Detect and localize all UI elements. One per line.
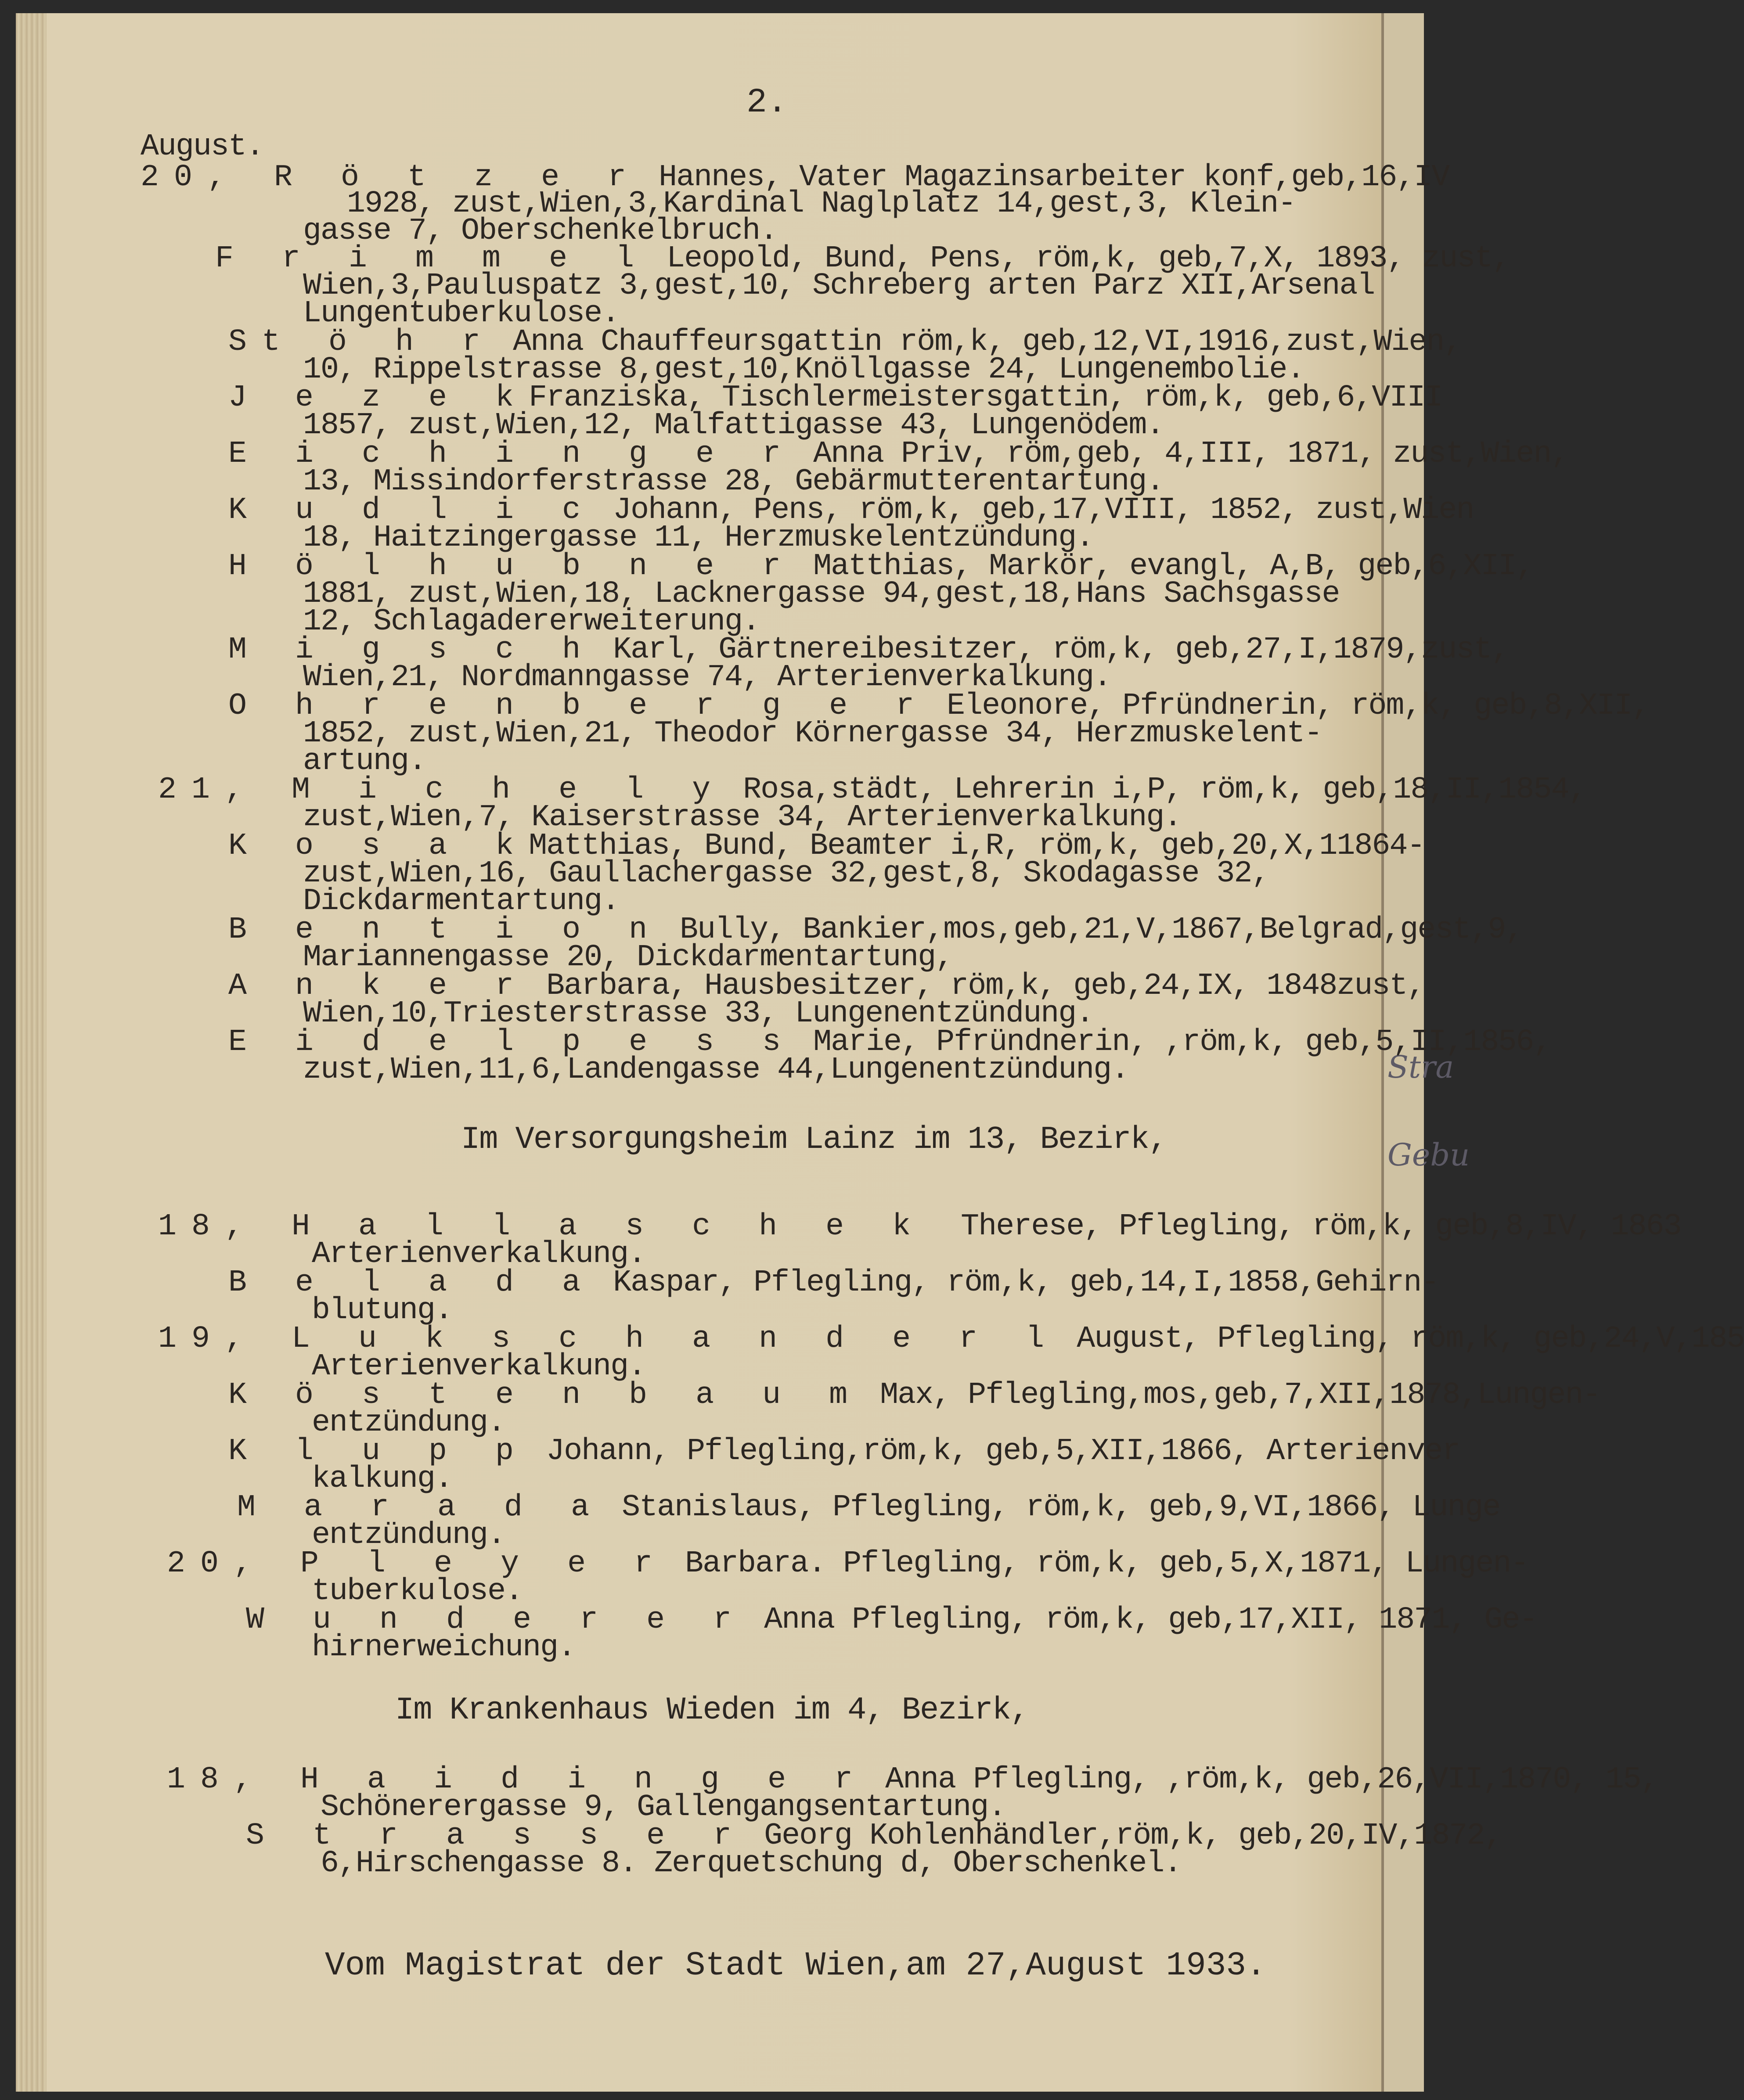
entry-line: Mariannengasse 20, Dickdarmentartung, — [303, 940, 953, 975]
entry-line: O h r e n b e r g e r Eleonore, Pfründnerin, röm,k, geb,8,XII, — [228, 689, 1650, 723]
entry-line: Lungentuberkulose. — [303, 296, 620, 331]
entry-line: S t r a s s e r Georg Kohlenhändler,röm,k, geb,20,IV,1872, — [246, 1819, 1502, 1853]
entry-line: A n k e r Barbara, Hausbesitzer, röm,k, geb,24,IX, 1848zust, — [228, 969, 1425, 1003]
entry-line: St ö h r Anna Chauffeursgattin röm,k, geb,12,VI,1916,zust,Wien, — [228, 325, 1462, 360]
entry-line: 18, Haitzingergasse 11, Herzmuskelentzündung. — [303, 521, 1094, 555]
entry-line: 1881, zust,Wien,18, Lacknergasse 94,gest,18,Hans Sachsgasse — [303, 577, 1340, 611]
entry-line: hirnerweichung. — [312, 1630, 576, 1665]
entry-line: Wien,10,Triesterstrasse 33, Lungenentzündung. — [303, 996, 1094, 1031]
entry-line: gasse 7, Oberschenkelbruch. — [303, 214, 778, 248]
entry-line: blutung. — [312, 1293, 453, 1328]
entry-line: Wien,21, Nordmanngasse 74, Arterienverkalkung. — [303, 660, 1111, 695]
entry-line: K l u p p Johann, Pflegling,röm,k, geb,5,XII,1866, Arterienver — [228, 1434, 1460, 1469]
entry-line: 12, Schlagadererweiterung. — [303, 604, 760, 639]
entry-line: J e z e kFranziska, Tischlermeistersgattin, röm,k, geb,6,VIII — [228, 381, 1442, 415]
entry-line: Wien,3,Pauluspatz 3,gest,10, Schreberg arten Parz XII,Arsenal — [303, 269, 1375, 303]
entry-line: entzündung. — [312, 1518, 505, 1553]
entry-line: K u d l i c Johann, Pens, röm,k, geb,17,VIII, 1852, zust,Wien — [228, 493, 1474, 528]
section-heading-lainz: Im Versorgungsheim Lainz im 13, Bezirk, — [461, 1122, 1167, 1158]
entry-line: artung. — [303, 744, 426, 779]
page-number: 2. — [746, 83, 788, 122]
entry-line: 21, M i c h e l y Rosa,städt, Lehrerin i,P, röm,k, geb,18,II,1854, — [158, 773, 1586, 807]
entry-line: zust,Wien,7, Kaiserstrasse 34, Arterienverkalkung. — [303, 800, 1182, 835]
entry-line: August. — [141, 129, 264, 164]
entry-line: Arterienverkalkung. — [312, 1237, 646, 1272]
entry-line: B e n t i o n Bully, Bankier,mos,geb,21,V,1867,Belgrad,gest,9, — [228, 913, 1523, 947]
entry-line: 6,Hirschengasse 8. Zerquetschung d, Oberschenkel. — [321, 1846, 1182, 1881]
closing-line: Vom Magistrat der Stadt Wien,am 27,August 1933. — [325, 1947, 1266, 1985]
entry-line: 1857, zust,Wien,12, Malfattigasse 43, Lungenödem. — [303, 408, 1164, 443]
entry-line: M i g s c h Karl, Gärtnereibesitzer, röm,k, geb,27,I,1879,zust, — [228, 633, 1509, 667]
entry-line: H ö l h u b n e r Matthias, Markör, evangl, A,B, geb,6,XII, — [228, 549, 1534, 584]
margin-note: Gebu — [1387, 1137, 1470, 1173]
entry-line: K ö s t e n b a u m Max, Pflegling,mos,geb,7,XII,1878,Lungen- — [228, 1378, 1600, 1413]
book-gutter — [16, 13, 47, 2092]
entry-line: 13, Missindorferstrasse 28, Gebärmutterentartung. — [303, 464, 1164, 499]
entry-line: W u n d e r e r Anna Pflegling, röm,k, geb,17,XII, 1871, Ge- — [246, 1603, 1537, 1637]
entry-line: Arterienverkalkung. — [312, 1349, 646, 1384]
entry-line: 1928, zust,Wien,3,Kardinal Naglplatz 14,gest,3, Klein- — [347, 187, 1296, 221]
entry-line: 18, H a i d i n g e r Anna Pflegling, ,röm,k, geb,26,VII,1870, 15, — [167, 1762, 1658, 1797]
entry-line: zust,Wien,11,6,Landengasse 44,Lungenentzündung. — [303, 1053, 1129, 1087]
entry-line: 20, R ö t z e r Hannes, Vater Magazinsarbeiter konf,geb,16,IV — [141, 160, 1449, 195]
margin-note: Stra — [1387, 1049, 1454, 1085]
entry-line: 19, L u k s c h a n d e r l August, Pflegling, röm,k, geb,24,V,185 — [158, 1322, 1744, 1356]
entry-line: Schönerergasse 9, Gallengangsentartung. — [321, 1790, 1006, 1825]
entry-line: 20, P l e y e r Barbara. Pflegling, röm,k, geb,5,X,1871, Lungen- — [167, 1546, 1528, 1581]
entry-line: F r i m m e l Leopold, Bund, Pens, röm,k, geb,7,X, 1893, zust, — [215, 241, 1510, 276]
entry-line: 18, H a l l a s c h e k Therese, Pflegling, röm,k, geb,8,IV, 1863 — [158, 1209, 1681, 1244]
entry-line: B e l a d a Kaspar, Pflegling, röm,k, geb,14,I,1858,Gehirn- — [228, 1266, 1439, 1300]
entry-line: kalkung. — [312, 1462, 453, 1496]
entry-line: K o s a kMatthias, Bund, Beamter i,R, röm,k, geb,20,X,11864- — [228, 829, 1425, 863]
entry-line: Dickdarmentartung. — [303, 884, 620, 919]
entry-line: M a r a d a Stanislaus, Pflegling, röm,k, geb,9,VI,1866, Lunge — [237, 1490, 1500, 1525]
entry-line: 1852, zust,Wien,21, Theodor Körnergasse 34, Herzmuskelent- — [303, 716, 1322, 751]
entry-line: entzündung. — [312, 1406, 505, 1440]
entry-line: tuberkulose. — [312, 1574, 523, 1609]
entry-line: 10, Rippelstrasse 8,gest,10,Knöllgasse 24, Lungenembolie. — [303, 352, 1304, 387]
entry-line: E i c h i n g e r Anna Priv, röm,geb, 4,III, 1871, zust,Wien, — [228, 437, 1569, 471]
section-heading-wieden: Im Krankenhaus Wieden im 4, Bezirk, — [395, 1692, 1029, 1728]
entry-line: zust,Wien,16, Gaullachergasse 32,gest,8, Skodagasse 32, — [303, 856, 1269, 891]
entry-line: E i d e l p e s s Marie, Pfründnerin, ,röm,k, geb,5,II,1856, — [228, 1025, 1551, 1060]
